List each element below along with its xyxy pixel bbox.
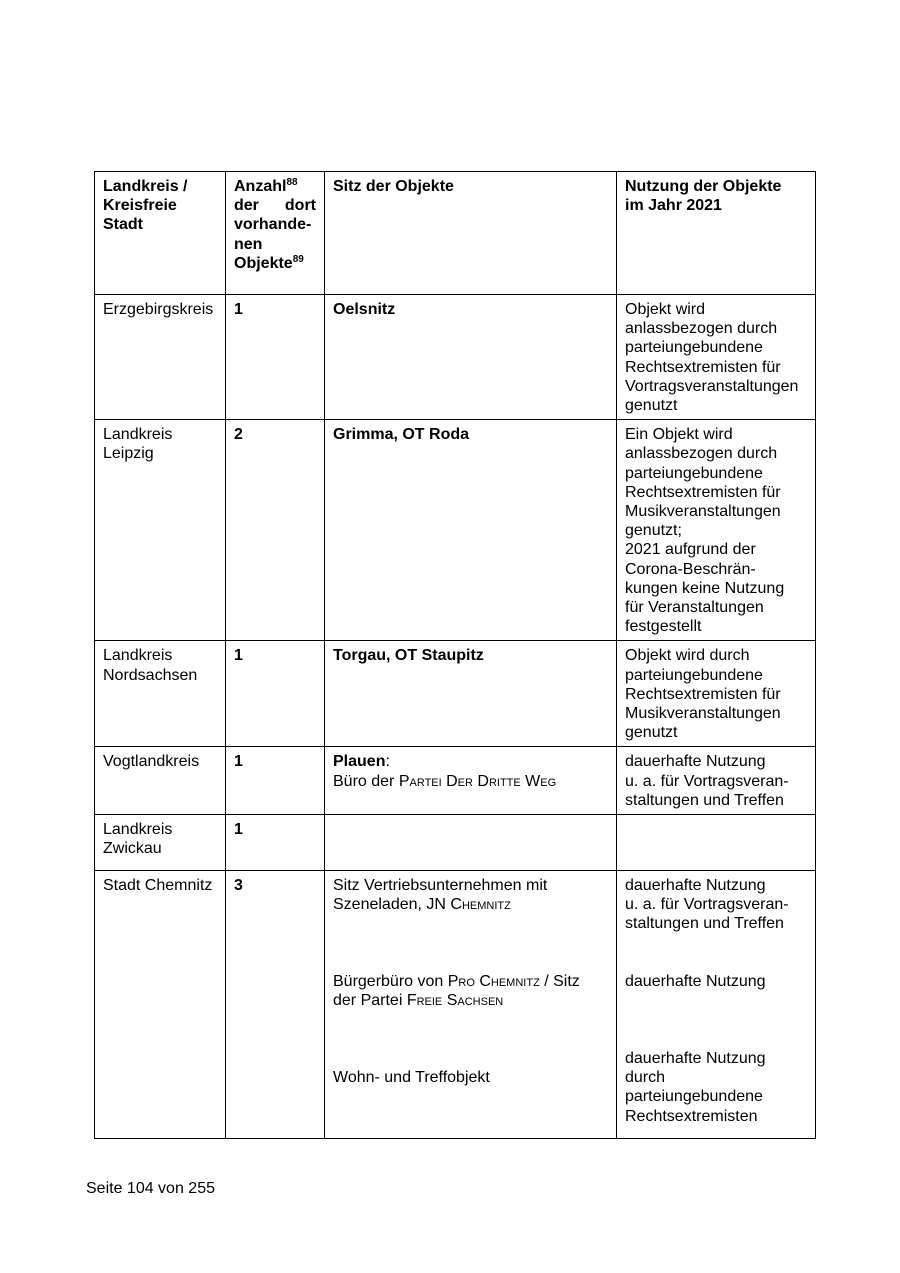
chemnitz-object-1-seat: Sitz Vertriebsunternehmen mit Szeneladen, JN Chemnitz — [333, 877, 548, 914]
header-usage: Nutzung der Objekte im Jahr 2021 — [617, 172, 816, 295]
usage-cell: Ein Objekt wird anlassbezogen durch parteiungebundene Rechtsextremisten für Musikveranstaltungen genutzt; 2021 aufgrund der Corona-Beschrän- kungen keine Nutzung für Veranstaltungen festgestellt — [617, 420, 816, 641]
count-cell: 1 — [226, 641, 325, 747]
chemnitz-object-1-usage: dauerhafte Nutzung u. a. für Vortragsveran- staltungen und Treffen — [625, 877, 789, 933]
seat-cell: Plauen: Büro der Partei Der Dritte Weg — [325, 747, 617, 815]
count-cell: 2 — [226, 420, 325, 641]
table-row — [95, 295, 816, 420]
chemnitz-object-2-seat: Bürgerbüro von Pro Chemnitz / Sitz der Partei Freie Sachsen — [333, 973, 580, 1010]
count-cell: 1 — [226, 815, 325, 871]
chemnitz-object-3-usage: dauerhafte Nutzung durch parteiungebundene Rechtsextremisten — [625, 1050, 766, 1125]
usage-cell: Objekt wird durch parteiungebundene Rechtsextremisten für Musikveranstaltungen genutzt — [617, 641, 816, 747]
usage-cell: dauerhafte Nutzung u. a. für Vortragsveran- staltungen und Treffen — [617, 747, 816, 815]
table-header-row — [95, 172, 816, 295]
count-cell: 1 — [226, 747, 325, 815]
usage-cell — [617, 871, 816, 1139]
page-number: Seite 104 von 255 — [86, 1180, 215, 1197]
table-row — [95, 420, 816, 641]
footnote-89: 89 — [292, 253, 304, 265]
district-cell: Erzgebirgskreis — [95, 295, 226, 420]
seat-cell: Torgau, OT Staupitz — [325, 641, 617, 747]
district-cell: Landkreis Nordsachsen — [95, 641, 226, 747]
seat-cell — [325, 871, 617, 1139]
footnote-88: 88 — [286, 177, 298, 188]
district-cell: Vogtlandkreis — [95, 747, 226, 815]
chemnitz-object-2-usage: dauerhafte Nutzung — [625, 973, 766, 991]
table-row — [95, 815, 816, 871]
usage-cell: Objekt wird anlassbezogen durch parteiungebundene Rechtsextremisten für Vortragsveranstaltungen genutzt — [617, 295, 816, 420]
district-cell: Landkreis Zwickau — [95, 815, 226, 871]
seat-cell — [325, 815, 617, 871]
chemnitz-object-3-seat: Wohn- und Treffobjekt — [333, 1069, 490, 1087]
count-cell: 3 — [226, 871, 325, 1139]
district-cell: Landkreis Leipzig — [95, 420, 226, 641]
header-district: Landkreis / Kreisfreie Stadt — [95, 172, 226, 295]
header-count: Anzahl$^{88}$ der dort vorhande- nen Objekte$^{89}$ — [226, 172, 325, 295]
table-row — [95, 747, 816, 815]
count-cell: 1 — [226, 295, 325, 420]
district-cell: Stadt Chemnitz — [95, 871, 226, 1139]
header-seat: Sitz der Objekte — [325, 172, 617, 295]
district-objects-table — [94, 171, 816, 1139]
seat-cell: Oelsnitz — [325, 295, 617, 420]
seat-cell: Grimma, OT Roda — [325, 420, 617, 641]
table-row — [95, 641, 816, 747]
usage-cell — [617, 815, 816, 871]
table-row — [95, 871, 816, 1139]
